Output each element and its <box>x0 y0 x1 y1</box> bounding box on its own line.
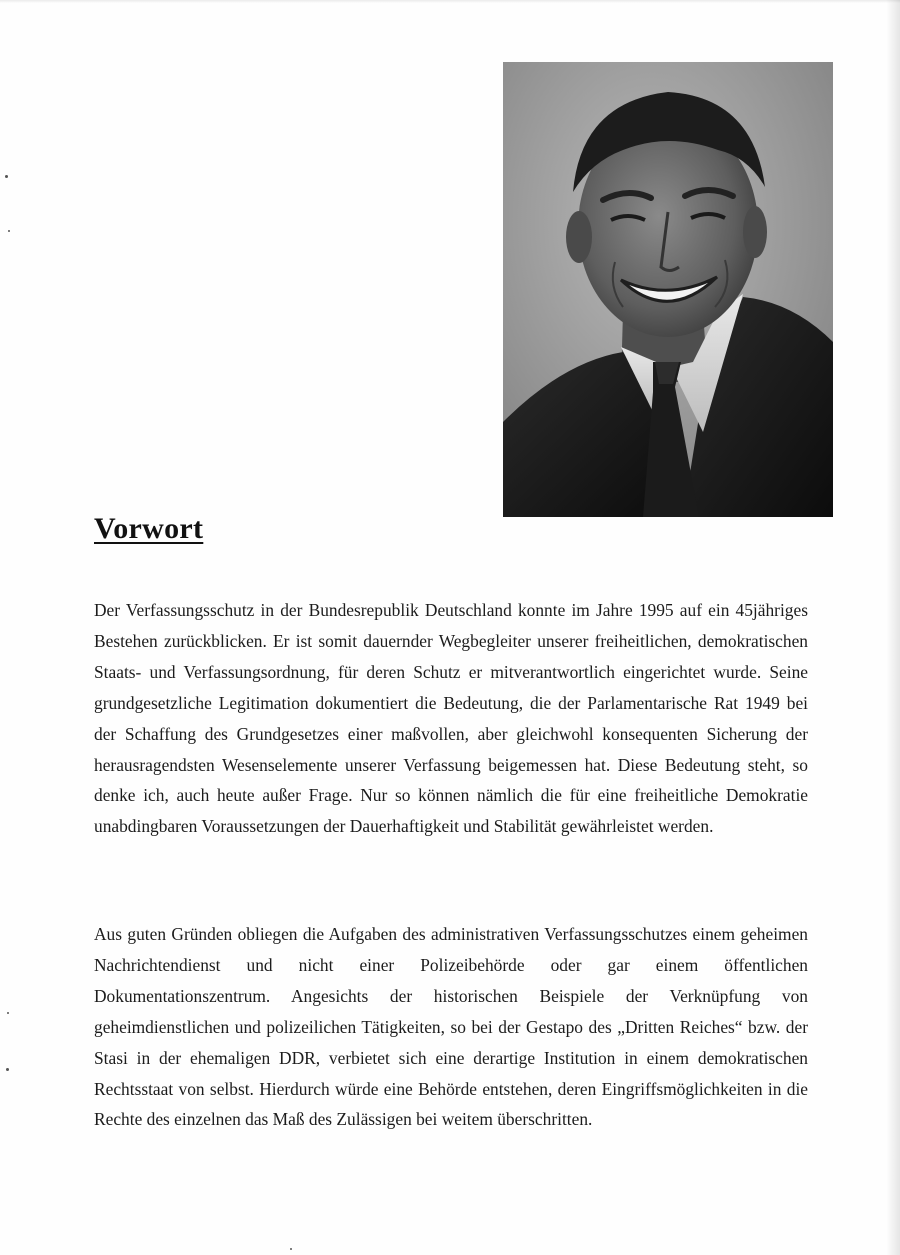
scan-right-edge <box>886 0 900 1255</box>
scan-speck <box>8 230 10 232</box>
paragraph-intro: Der Verfassungsschutz in der Bundesrepublik Deutschland konnte im Jahre 1995 auf ein 45jähriges Bestehen zurückblicken. Er ist somit dauernder Wegbegleiter unserer freiheitlichen, demokratischen Staats- und Verfassungsordnung, für deren Schutz er mitverantwortlich eingerichtet wurde. Seine grundgesetzliche Legitimation dokumentiert die Bedeutung, die der Parlamentarische Rat 1949 bei der Schaffung des Grundgesetzes einer maßvollen, aber gleichwohl konsequenten Sicherung der herausragendsten Wesenselemente unserer Verfassung beigemessen hat. Diese Bedeutung steht, so denke ich, auch heute außer Frage. Nur so können nämlich die für eine freiheitliche Demokratie unabdingbaren Voraussetzungen der Dauerhaftigkeit und Stabilität gewährleistet werden. <box>94 600 808 837</box>
author-portrait <box>503 62 833 517</box>
scan-speck <box>7 1012 9 1014</box>
scan-top-edge <box>0 0 900 3</box>
paragraph-second: Aus guten Gründen obliegen die Aufgaben des administrativen Verfassungsschutzes einem geheimen Nachrichtendienst und nicht einer Polizeibehörde oder gar einem öffentlichen Dokumentationszentrum. Angesichts der historischen Beispiele der Verknüpfung von geheimdienstlichen und polizeilichen Tätigkeiten, so bei der Gestapo des „Dritten Reiches“ bzw. der Stasi in der ehemaligen DDR, verbietet sich eine derartige Institution in einem demokratischen Rechtsstaat von selbst. Hierdurch würde eine Behörde entstehen, deren Eingriffsmöglichkeiten in die Rechte des einzelnen das Maß des Zulässigen bei weitem überschritten. <box>94 924 808 1130</box>
page-title: Vorwort <box>94 512 204 545</box>
scan-speck <box>6 1068 9 1071</box>
scan-speck <box>290 1248 292 1250</box>
scan-speck <box>5 175 8 178</box>
portrait-illustration <box>503 62 833 517</box>
